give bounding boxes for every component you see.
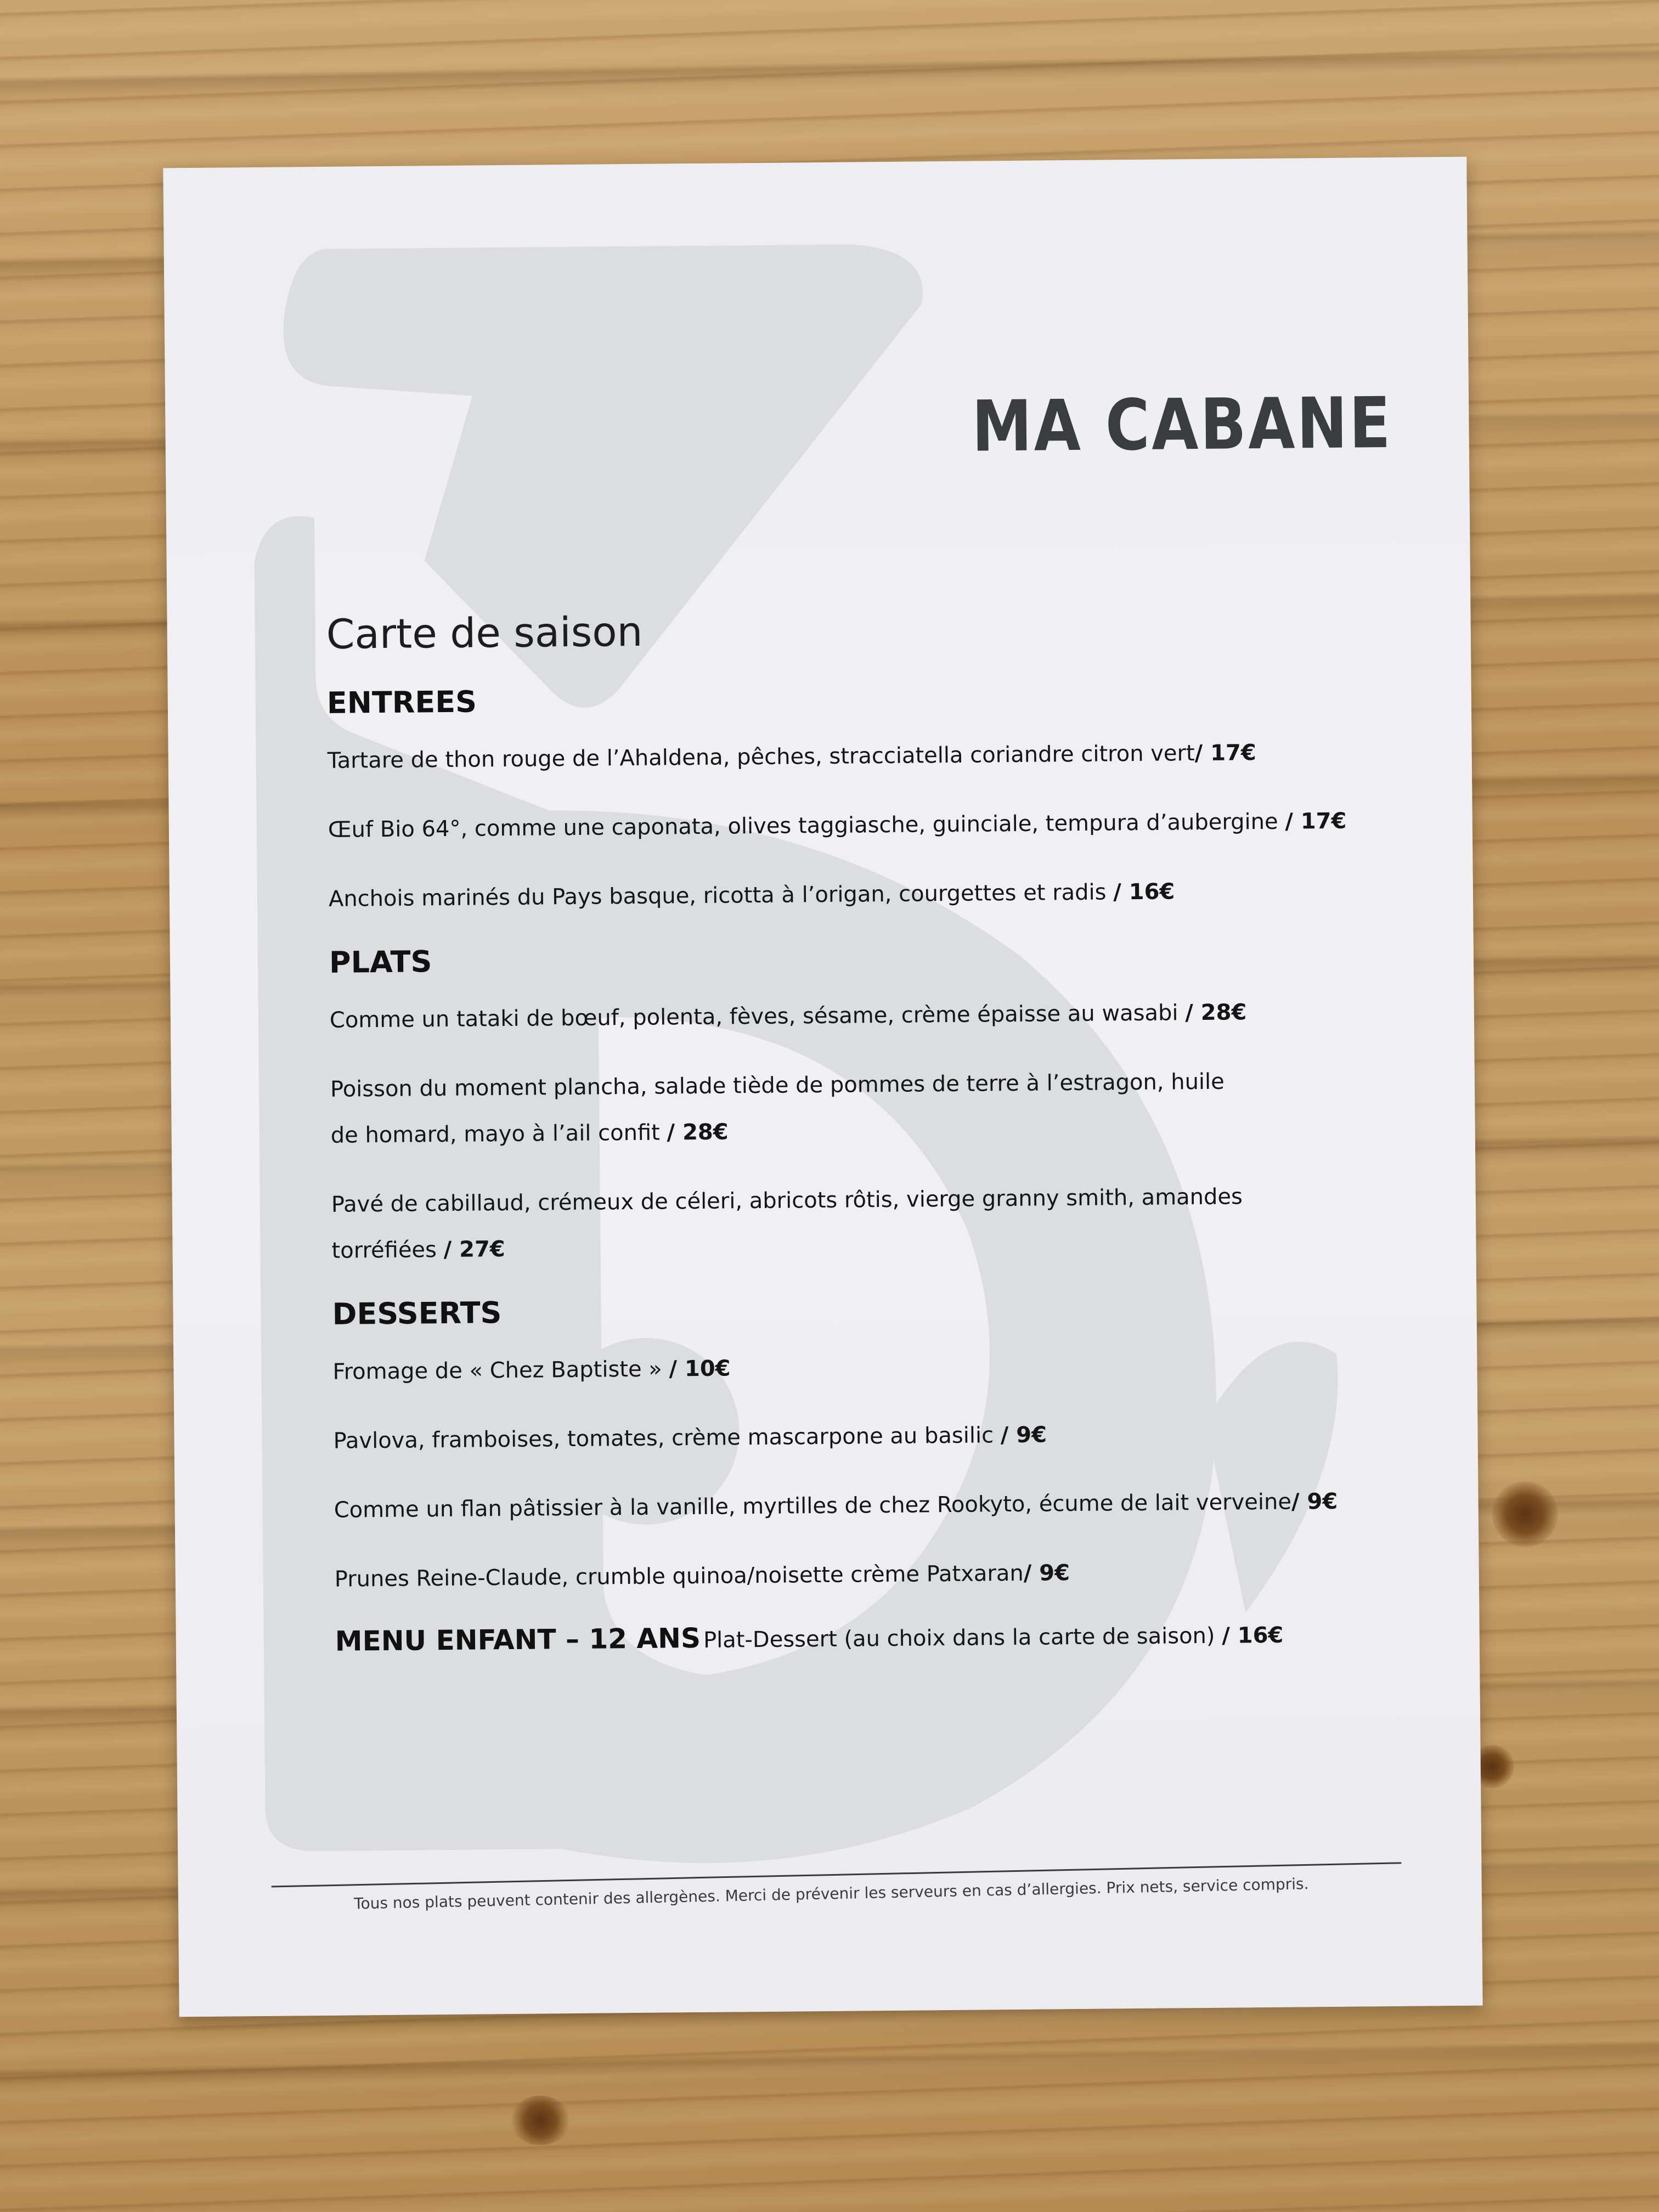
menu-item <box>327 729 1403 784</box>
section-desserts <box>332 1288 1410 1602</box>
menu-item-text: Comme un flan pâtissier à la vanille, myrtilles de chez Rookyto, écume de lait verveine <box>334 1489 1292 1523</box>
menu-item <box>334 1478 1409 1533</box>
menu-item <box>329 867 1404 922</box>
page-title: Carte de saison <box>326 608 643 658</box>
wood-knot <box>1492 1481 1558 1547</box>
menu-item-price: / 17€ <box>1285 808 1347 834</box>
menu-item-text: Anchois marinés du Pays basque, ricotta à l’origan, courgettes et radis <box>328 879 1114 912</box>
menu-item <box>328 798 1404 853</box>
menu-item-text: Tartare de thon rouge de l’Ahaldena, pêches, stracciatella coriandre citron vert <box>327 741 1195 774</box>
menu-item-text: Œuf Bio 64°, comme une caponata, olives taggiasche, guinciale, tempura d’aubergine <box>328 809 1285 843</box>
menu-item-text: Fromage de « Chez Baptiste » <box>332 1356 669 1385</box>
kids-menu-price: / 16€ <box>1222 1622 1284 1649</box>
menu-item <box>334 1547 1410 1602</box>
menu-item-text: Poisson du moment plancha, salade tiède de pommes de terre à l’estragon, huile de homard, mayo à l’ail confit <box>330 1069 1224 1148</box>
menu-item <box>330 988 1406 1043</box>
menu-item-price: / 28€ <box>667 1119 729 1146</box>
menu-item-price: / 9€ <box>1000 1422 1047 1448</box>
menu-item-price: / 16€ <box>1113 879 1175 905</box>
menu-item <box>333 1409 1409 1464</box>
menu-item-price: / 27€ <box>443 1237 505 1263</box>
menu-item <box>330 1058 1252 1159</box>
wood-knot <box>510 2096 571 2145</box>
menu-sheet <box>163 157 1482 2017</box>
menu-content <box>326 602 1410 1657</box>
brand-logo: MA CABANE <box>971 382 1393 468</box>
section-heading: ENTREES <box>326 684 477 720</box>
section-plats <box>329 936 1407 1274</box>
menu-item-text: Comme un tataki de bœuf, polenta, fèves, sésame, crème épaisse au wasabi <box>329 1000 1186 1033</box>
menu-item-price: / 17€ <box>1194 740 1256 766</box>
menu-item-price: / 9€ <box>1023 1560 1070 1586</box>
section-entrees <box>327 676 1404 922</box>
menu-item-price: / 10€ <box>669 1356 731 1382</box>
menu-item <box>331 1173 1253 1274</box>
menu-item-price: / 9€ <box>1291 1488 1338 1515</box>
menu-item-text: Pavé de cabillaud, crémeux de céleri, abricots rôtis, vierge granny smith, amandes torréfiées <box>331 1184 1243 1263</box>
menu-item <box>332 1340 1408 1395</box>
menu-item-text: Prunes Reine-Claude, crumble quinoa/noisette crème Patxaran <box>334 1560 1024 1592</box>
kids-menu-text: Plat-Dessert (au choix dans la carte de saison) <box>703 1623 1222 1653</box>
allergen-footer: Tous nos plats peuvent contenir des allergènes. Merci de prévenir les serveurs en cas d’allergies. Prix nets, service compris. <box>353 1875 1309 1913</box>
menu-item-price: / 28€ <box>1185 1000 1247 1026</box>
kids-menu-heading: MENU ENFANT – 12 ANS <box>335 1622 701 1657</box>
section-heading: DESSERTS <box>332 1295 502 1331</box>
section-heading: PLATS <box>329 944 432 980</box>
menu-item-text: Pavlova, framboises, tomates, crème mascarpone au basilic <box>333 1423 1001 1454</box>
